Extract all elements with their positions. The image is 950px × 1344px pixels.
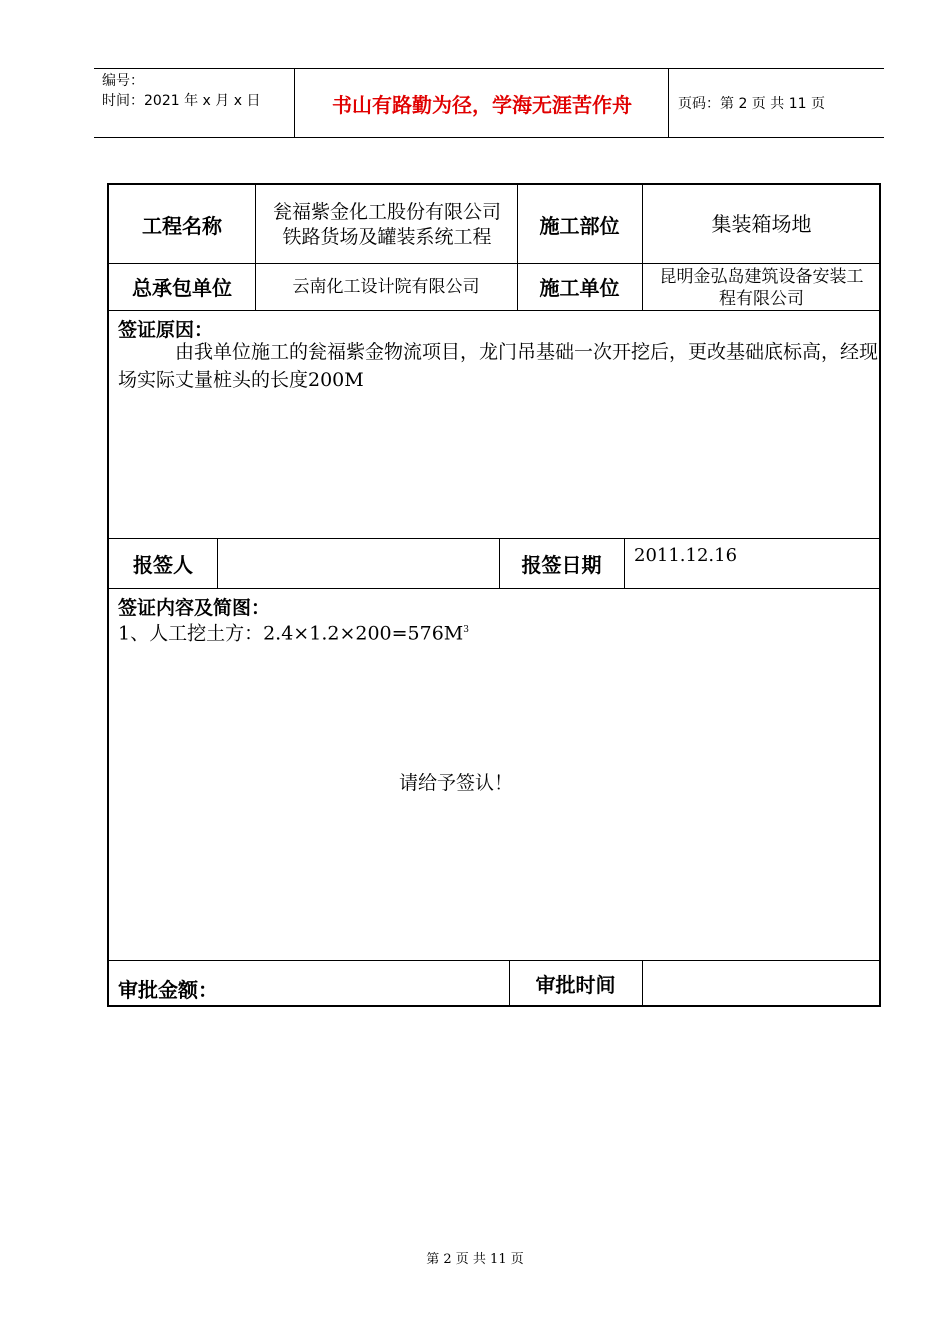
header-page-info: 页码：第 2 页 共 11 页 [678,96,825,112]
reason-title: 签证原因： [118,319,214,341]
report-date-value: 2011.12.16 [634,545,738,566]
report-date-label: 报签日期 [521,552,602,577]
reporter-value [217,538,499,588]
header-divider [294,69,295,137]
col-divider [624,538,625,588]
construction-part-value: 集装箱场地 [711,211,812,236]
general-contractor-value: 云南化工设计院有限公司 [292,276,480,297]
content-title: 签证内容及简图： [118,597,271,619]
row-divider [109,310,879,311]
header-divider [668,69,669,137]
page-header [94,68,884,138]
approved-amount-label: 审批金额： [118,978,218,1002]
approved-time-value [642,960,881,1007]
time-line: 时间：2021 年 x 月 x 日 [102,93,261,109]
number-label: 编号： [102,73,144,89]
construction-part-label: 施工部位 [539,213,620,238]
content-item [118,616,878,647]
project-name-label: 工程名称 [142,213,222,238]
construction-unit-value: 昆明金弘岛建筑设备安装工程有限公司 [659,266,864,309]
content-item-superscript: 3 [463,625,470,635]
header-motto: 书山有路勤为径，学海无涯苦作舟 [332,93,632,117]
row-divider [109,588,879,589]
content-item-text: 1、人工挖土方：2.4×1.2×200=576M [118,622,464,645]
project-name-value: 瓮福紫金化工股份有限公司铁路货场及罐装系统工程 [272,201,501,248]
page-footer: 第 2 页 共 11 页 [426,1252,524,1267]
approved-time-label: 审批时间 [535,973,616,997]
request-text: 请给予签认！ [399,772,514,794]
construction-unit-label: 施工单位 [539,276,620,300]
general-contractor-label: 总承包单位 [132,276,232,300]
visa-form [107,183,881,1007]
reporter-label: 报签人 [133,552,193,577]
header-meta [102,71,260,111]
reason-text: 由我单位施工的瓮福紫金物流项目，龙门吊基础一次开挖后，更改基础底标高，经现场实际丈量桩头的长度200M [118,341,879,391]
